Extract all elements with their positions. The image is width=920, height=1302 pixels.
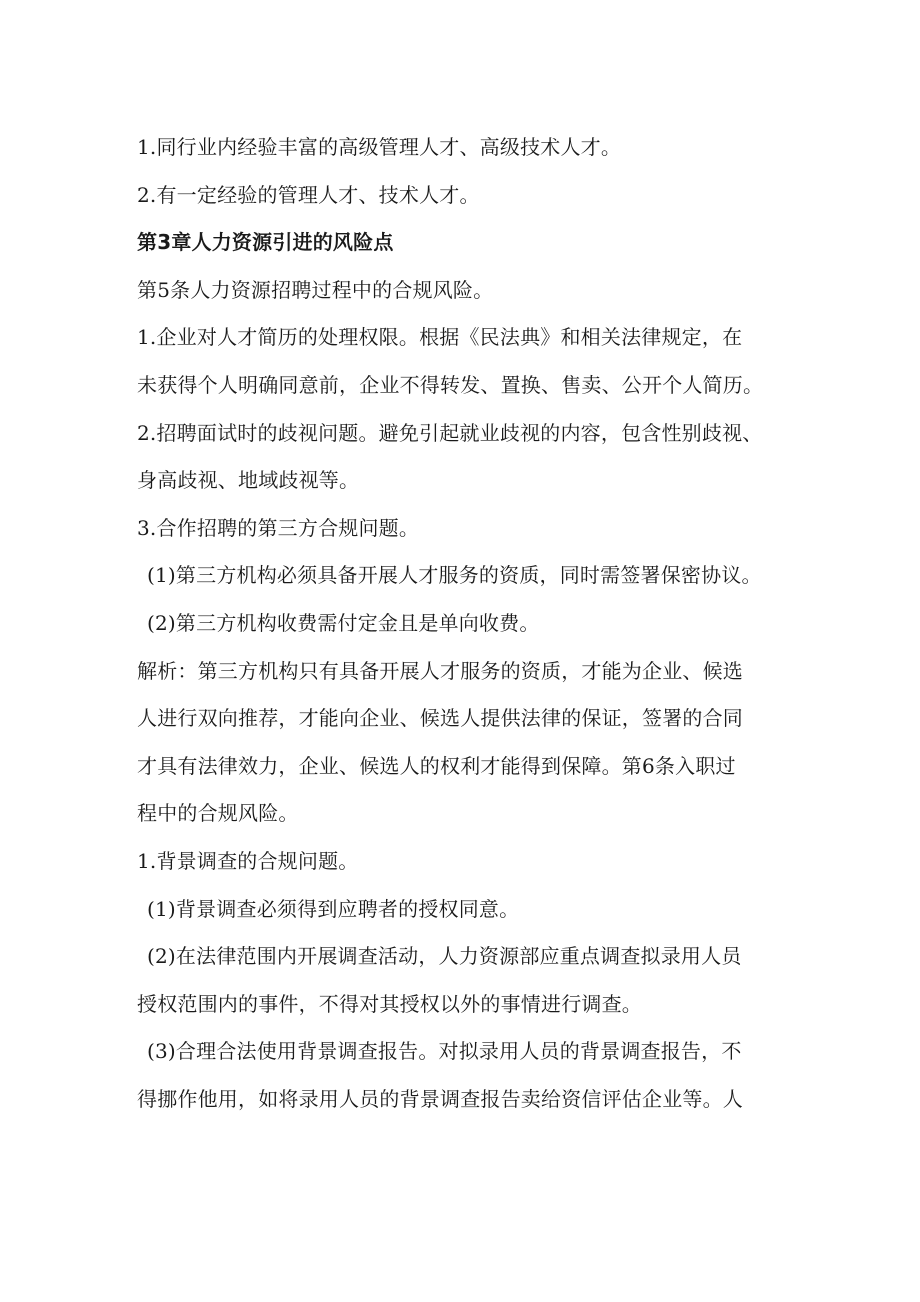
paragraph-line: 2.有一定经验的管理人才、技术人才。 <box>137 182 480 207</box>
sub-item-line: (1)第三方机构必须具备开展人才服务的资质，同时需签署保密协议。 <box>147 563 762 588</box>
sub-item-line: (1)背景调查必须得到应聘者的授权同意。 <box>147 896 520 921</box>
analysis-line: 解析：第三方机构只有具备开展人才服务的资质，才能为企业、候选 <box>137 658 743 683</box>
sub-item-line: (2)第三方机构收费需付定金且是单向收费。 <box>147 610 540 635</box>
analysis-line: 人进行双向推荐，才能向企业、候选人提供法律的保证，签署的合同 <box>137 706 743 731</box>
paragraph-line: 1.背景调查的合规问题。 <box>137 848 359 873</box>
paragraph-line: 1.同行业内经验丰富的高级管理人才、高级技术人才。 <box>137 135 622 159</box>
paragraph-line: 身高歧视、地域歧视等。 <box>137 468 360 493</box>
paragraph-line: 授权范围内的事件，不得对其授权以外的事情进行调查。 <box>137 991 642 1016</box>
paragraph-line: 2.招聘面试时的歧视问题。避免引起就业歧视的内容，包含性别歧视、 <box>137 420 763 445</box>
analysis-line: 才具有法律效力，企业、候选人的权利才能得到保障。第6条入职过 <box>137 753 736 778</box>
paragraph-line: 1.企业对人才简历的处理权限。根据《民法典》和相关法律规定，在 <box>137 325 743 350</box>
paragraph-line: 3.合作招聘的第三方合规问题。 <box>137 515 420 540</box>
sub-item-line: (3)合理合法使用背景调查报告。对拟录用人员的背景调查报告，不 <box>147 1039 742 1064</box>
article-title: 第5条人力资源招聘过程中的合规风险。 <box>137 277 494 302</box>
chapter-heading: 第3章人力资源引进的风险点 <box>137 230 394 255</box>
paragraph-line: 未获得个人明确同意前，企业不得转发、置换、售卖、公开个人简历。 <box>137 372 764 397</box>
analysis-line: 程中的合规风险。 <box>137 801 299 826</box>
document-body <box>137 124 787 1123</box>
sub-item-line: (2)在法律范围内开展调查活动，人力资源部应重点调查拟录用人员 <box>147 944 742 969</box>
paragraph-line: 得挪作他用，如将录用人员的背景调查报告卖给资信评估企业等。人 <box>137 1086 743 1111</box>
